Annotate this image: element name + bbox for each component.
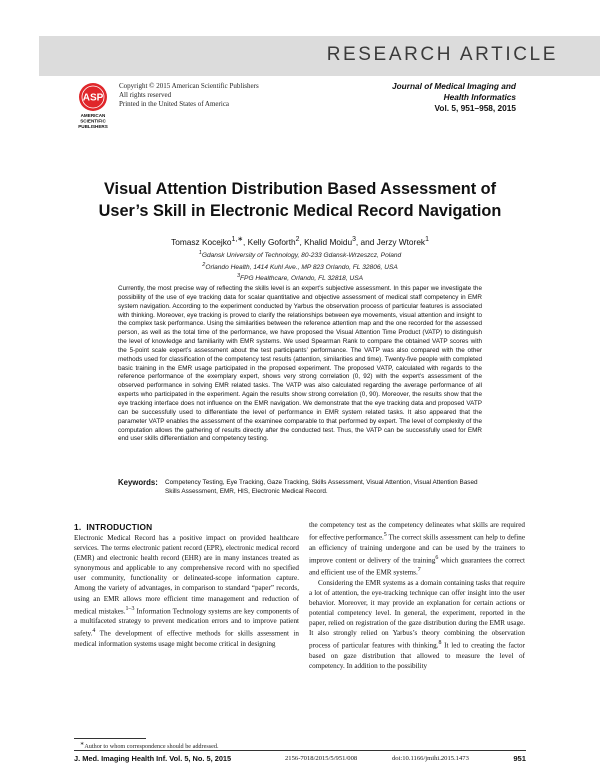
- page-number: 951: [513, 754, 526, 763]
- body-column-right: [309, 520, 525, 671]
- affiliations: [40, 249, 560, 284]
- journal-info: [316, 81, 516, 114]
- keywords-label: Keywords:: [118, 478, 158, 487]
- section-number: 1.: [74, 522, 82, 532]
- copyright-line: Copyright © 2015 American Scientific Publishers: [119, 82, 259, 90]
- paragraph-text: which guarantees the correct and efficient use of the EMR systems.: [309, 556, 526, 577]
- title-line-2: User’s Skill in Electronic Medical Record Navigation: [98, 202, 502, 220]
- paragraph: [74, 533, 299, 649]
- author-name: Kelly Goforth: [247, 236, 296, 247]
- journal-volume: Vol. 5, 951–958, 2015: [434, 103, 516, 113]
- journal-name-line-2: Health Informatics: [443, 92, 516, 102]
- logo-line-2: SCIENTIFIC: [80, 118, 106, 124]
- paragraph-text: the competency test as the competency delineates what skills are required for effective performance.: [309, 521, 525, 542]
- paragraph: [309, 578, 525, 671]
- author-list: [40, 235, 560, 247]
- paragraph-text: Information Technology systems are key components of a multifaceted strategy to prevent medication errors and to improve patient safety.: [74, 607, 299, 638]
- section-title: INTRODUCTION: [86, 522, 153, 532]
- logo-line-1: AMERICAN: [80, 113, 106, 118]
- article-title: [40, 178, 560, 222]
- author-affil-sup: 3: [352, 236, 356, 243]
- affiliation-text: FPG Healthcare, Orlando, FL 32818, USA: [240, 275, 364, 283]
- affiliation-sup: 2: [202, 261, 206, 268]
- rights-line: All rights reserved: [119, 91, 172, 99]
- abstract: Currently, the most precise way of reflecting the skills level is an expert’s subjective assessment. In this paper we investigate the possibility of the use of eye tracking data for scalar quantitative and objective assessment of medical staff competency in EMR system navigation. According to the experiment conducted by Yarbus the observation process of particular features is associated with thinking. Moreover, eye tracking is proved to clarify the relationships between eye movements, visual attention and insight to the complex task performance. Using the similarities between the reference attention map and the one recorded for the assessed person, as well as the total time of the performance, we have proposed the Visual Attention Time Product (VATP) to distinguish the level of knowledge and familiarity with EMR systems. We used Spearman Rank to compare the obtained VATP scores with the 5-point scale expert’s assessment about the test participants’ performance. The VATP was also compared with the other methods used for classification of the competency test results (attention, similarities and time). Twenty-five people with completed basic training in the EMR usage participated in the proposed experiment. The proposed VATP, calculated with regards to the reference performance of the exemplary expert, shows very strong correlation (0, 92) with the expert’s assessment of the observed performance in solving EMR related tasks. The VATP was also calculated regarding the average performance of all experts who participated in the experiment. Again the results show strong correlation (0, 90). Moreover, the results show that the eye tracking interface does not influence on the EMR navigation. We demonstrate that the eye tracking data and proposed VATP can be successfully used to differentiate the level of performance in EMR system related tasks. It also appeared that the parameter VATP enables the assessment of the examinee comparable to that performed by expert. The level of complexity of the computation allows the gathering of results directly after the conducted test. Thus, the VATP can be successfully used for EMR end user skills differentiation and competency testing.: [118, 285, 482, 443]
- author-separator: ,: [243, 236, 248, 247]
- footnote: [80, 741, 219, 750]
- citation-sup: 1–3: [125, 605, 135, 612]
- affiliation-1: [40, 249, 560, 261]
- logo-mark: ASP: [82, 92, 104, 104]
- affiliation-2: [40, 261, 560, 273]
- author-affil-sup: 2: [295, 236, 300, 243]
- citation-sup: 4: [92, 628, 96, 635]
- author-name: Jerzy Wtorek: [376, 236, 426, 247]
- author-affil-sup: 1,∗: [231, 236, 244, 243]
- affiliation-text: Gdansk University of Technology, 80-233 Gdansk-Wrzeszcz, Poland: [201, 252, 402, 260]
- footer-doi: doi:10.1166/jmihi.2015.1473: [392, 755, 469, 762]
- logo-line-3: PUBLISHERS: [78, 124, 108, 129]
- paragraph: [309, 520, 525, 578]
- footer-journal: J. Med. Imaging Health Inf. Vol. 5, No. 5, 2015: [74, 754, 232, 763]
- footnote-rule: [74, 738, 146, 739]
- header-banner: [39, 36, 600, 76]
- journal-name-line-1: Journal of Medical Imaging and: [391, 81, 516, 91]
- keywords-text: Competency Testing, Eye Tracking, Gaze Tracking, Skills Assessment, Visual Attention, Visual Attention Based Skills Assessment, EMR, HIS, Electronic Medical Record.: [165, 479, 478, 495]
- footer-issn: 2156-7018/2015/5/951/008: [285, 755, 358, 762]
- affiliation-sup: 3: [236, 273, 241, 280]
- author-name: Khalid Moidu: [304, 236, 353, 247]
- affiliation-sup: 1: [198, 250, 202, 256]
- author-separator: ,: [299, 236, 305, 247]
- paragraph-text: Considering the EMR systems as a domain containing tasks that require a lot of attention, the eye-tracking technique can offer insight into the user behavior. Moreover, it may provide an explanation for certain actions or potential competency level. In general, the experiment, reported in the paper, relied on registration of the gaze distribution during the EMR usage. It also strongly relied on Yarbus’s theory combining the observation process of particular features with thinking.: [309, 578, 525, 650]
- citation-sup: 8: [438, 640, 442, 647]
- body-column-left: [74, 533, 299, 649]
- section-heading: [74, 522, 152, 532]
- paragraph-text: It led to creating the factor based on gaze distribution that allowed to measure the level of competency. In addition to the possibility: [309, 641, 526, 670]
- footnote-sup: ∗: [80, 741, 85, 747]
- author-affil-sup: 1: [425, 236, 429, 243]
- author-name: Tomasz Kocejko: [171, 236, 232, 247]
- paragraph-text: The correct skills assessment can help to define an efficiency of training undergone and can be used by the trainers to improve content or delivery of the training: [309, 533, 525, 565]
- page-footer: [74, 754, 526, 766]
- citation-sup: 7: [417, 567, 421, 574]
- paragraph-text: The development of effective methods for skills assessment in medical information systems usage might become critical in designing: [74, 629, 299, 648]
- asp-logo-icon: [74, 82, 112, 132]
- copyright-block: [119, 82, 259, 109]
- citation-sup: 5: [383, 532, 387, 539]
- footnote-text: Author to whom correspondence should be addressed.: [84, 743, 219, 751]
- title-line-1: Visual Attention Distribution Based Assessment of: [103, 180, 497, 198]
- citation-sup: 6: [435, 554, 439, 561]
- author-separator: , and: [355, 236, 377, 247]
- paragraph-text: Electronic Medical Record has a positive impact on provided healthcare services. The terms electronic patient record (EPR), electronic medical record (EMR) and electronic health record (EHR) are in many instances treated as synonymous and applicable to any comprehensive record with no specified user community, functionality or delineated-scope information capture. Among the variety of advantages, in comparison to standard “paper” records, using an EMR allows more efficient time management and reduction of medical mistakes.: [74, 534, 299, 616]
- affiliation-3: [40, 272, 560, 284]
- printed-line: Printed in the United States of America: [119, 100, 230, 108]
- article-type-label: RESEARCH ARTICLE: [326, 44, 558, 65]
- affiliation-text: Orlando Health, 1414 Kuhl Ave., MP 823 Orlando, FL 32806, USA: [205, 263, 398, 271]
- footer-rule: [74, 750, 526, 751]
- publisher-logo: [74, 82, 112, 132]
